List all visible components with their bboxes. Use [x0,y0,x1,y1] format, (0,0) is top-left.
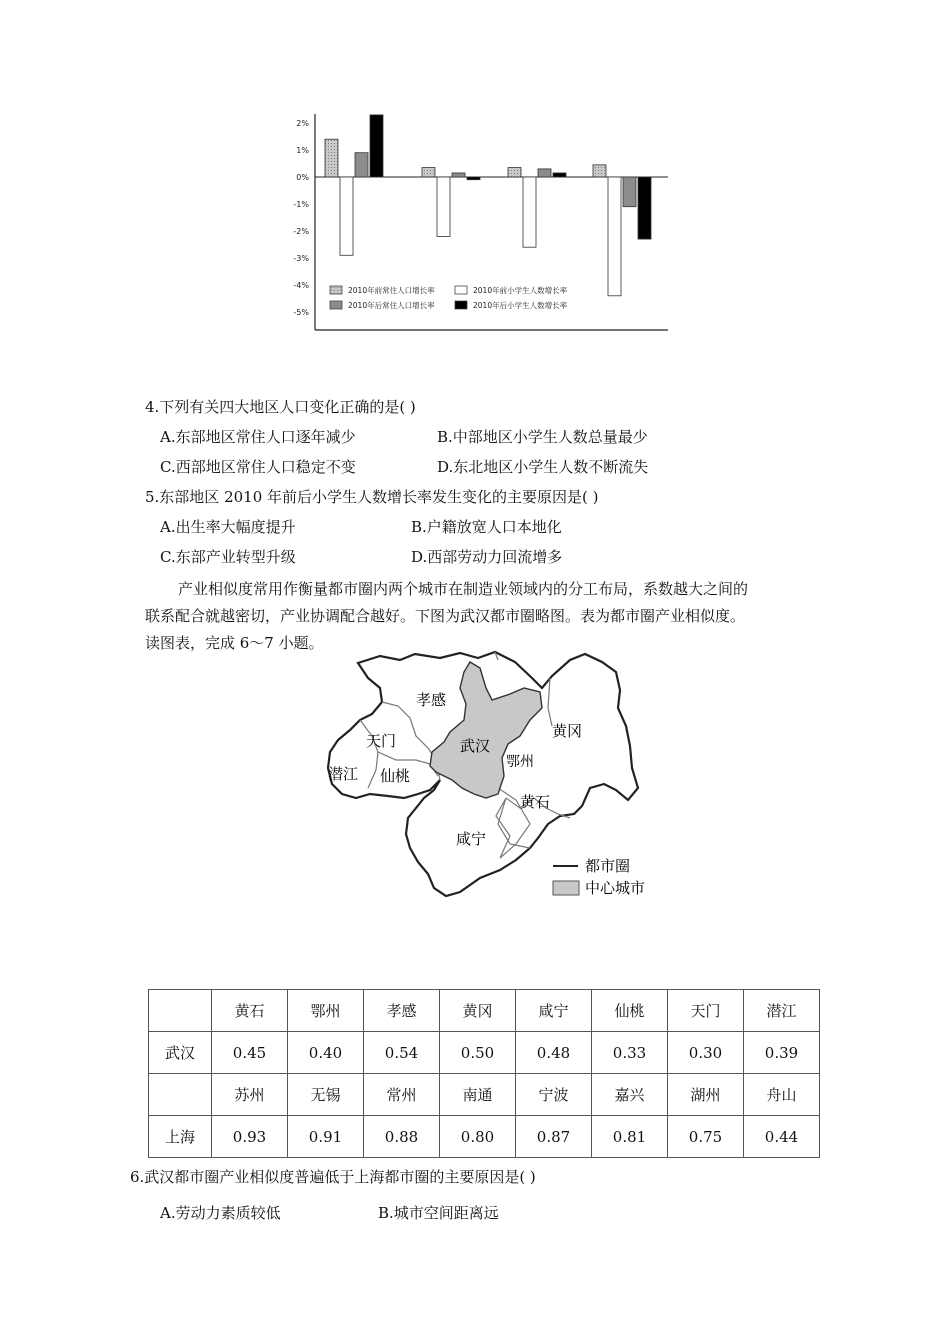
table-cell: 黄冈 [440,990,516,1032]
question-5-option-d: D.西部劳动力回流增多 [411,548,563,566]
chart-bar [553,173,566,177]
legend-swatch [330,301,342,309]
question-6-option-a: A.劳动力素质较低 [160,1204,281,1222]
table-cell: 仙桃 [592,990,668,1032]
map-label-xianning: 咸宁 [456,830,487,848]
table-cell: 嘉兴 [592,1074,668,1116]
intro-line-3: 读图表，完成 6～7 小题。 [145,634,324,652]
table-cell: 鄂州 [288,990,364,1032]
chart-bar [638,177,651,239]
y-tick-label: 1% [296,146,309,155]
table-row [149,1074,820,1116]
y-tick-label: -1% [293,200,309,209]
question-5-stem: 5.东部地区 2010 年前后小学生人数增长率发生变化的主要原因是( ) [145,488,599,506]
y-tick-label: 2% [296,119,309,128]
legend-swatch [455,286,467,294]
map-label-xiaogan: 孝感 [416,691,447,709]
table-cell: 苏州 [212,1074,288,1116]
chart-bar [508,168,521,177]
legend-label: 2010年前常住人口增长率 [348,286,435,295]
map-label-qianjiang: 潜江 [328,765,359,783]
map-label-tianmen: 天门 [366,732,397,750]
intro-line-1: 产业相似度常用作衡量都市圈内两个城市在制造业领域内的分工布局，系数越大之间的 [178,580,749,598]
map-label-huangshi: 黄石 [520,793,551,811]
table-cell: 0.30 [668,1032,744,1074]
question-4-option-c: C.西部地区常住人口稳定不变 [160,458,356,476]
industry-similarity-table [148,989,820,1158]
map-label-xiantao: 仙桃 [380,767,411,785]
table-cell: 0.91 [288,1116,364,1158]
table-cell: 0.80 [440,1116,516,1158]
y-tick-label: -4% [293,281,309,290]
legend-label: 2010年后小学生人数增长率 [473,301,568,310]
y-tick-label: 0% [296,173,309,182]
table-cell: 0.40 [288,1032,364,1074]
y-tick-label: -3% [293,254,309,263]
map-label-ezhou: 鄂州 [506,754,534,770]
chart-bar [340,177,353,255]
question-6-option-b: B.城市空间距离远 [378,1204,499,1222]
table-cell: 潜江 [744,990,820,1032]
chart-legend [330,285,568,310]
legend-swatch [455,301,467,309]
table-cell: 0.48 [516,1032,592,1074]
legend-center-swatch [553,881,579,895]
chart-bar [370,115,383,177]
map-canvas [320,648,660,903]
table-row-label: 上海 [149,1116,212,1158]
chart-bars [325,115,651,296]
y-tick-label: -5% [293,308,309,317]
question-4-stem: 4.下列有关四大地区人口变化正确的是( ) [145,398,416,416]
table-row [149,1116,820,1158]
table-cell: 0.33 [592,1032,668,1074]
table-cell: 无锡 [288,1074,364,1116]
table-row [149,990,820,1032]
table-cell: 0.87 [516,1116,592,1158]
table-cell: 咸宁 [516,990,592,1032]
chart-bar [623,177,636,207]
table-cell: 孝感 [364,990,440,1032]
table-cell: 常州 [364,1074,440,1116]
table-row-label: 武汉 [149,1032,212,1074]
chart-bar [467,177,480,180]
population-growth-chart [280,110,680,335]
table-cell: 天门 [668,990,744,1032]
table-cell: 0.93 [212,1116,288,1158]
legend-label: 2010年后常住人口增长率 [348,301,435,310]
table-cell: 0.50 [440,1032,516,1074]
wuhan-metro-map [320,648,660,903]
table-cell: 舟山 [744,1074,820,1116]
map-label-huanggang: 黄冈 [552,722,583,740]
table-cell: 0.75 [668,1116,744,1158]
table-cell: 湖州 [668,1074,744,1116]
chart-bar [452,173,465,177]
legend-center-label: 中心城市 [585,879,646,897]
legend-label: 2010年前小学生人数增长率 [473,286,568,295]
chart-canvas [280,110,680,335]
question-4-option-d: D.东北地区小学生人数不断流失 [437,458,649,476]
question-4-option-a: A.东部地区常住人口逐年减少 [160,428,356,446]
table-cell: 南通 [440,1074,516,1116]
table-cell [149,1074,212,1116]
question-4-option-b: B.中部地区小学生人数总量最少 [437,428,648,446]
table-row [149,1032,820,1074]
question-5-option-b: B.户籍放宽人口本地化 [411,518,562,536]
table-cell: 0.39 [744,1032,820,1074]
chart-bar [608,177,621,296]
chart-bar [593,165,606,177]
table-cell: 0.44 [744,1116,820,1158]
legend-swatch [330,286,342,294]
chart-bar [422,168,435,177]
map-label-wuhan: 武汉 [460,737,491,755]
chart-bar [437,177,450,236]
y-tick-label: -2% [293,227,309,236]
chart-bar [355,153,368,177]
chart-bar [523,177,536,247]
chart-bar [325,139,338,177]
table-cell: 黄石 [212,990,288,1032]
intro-line-2: 联系配合就越密切，产业协调配合越好。下图为武汉都市圈略图。表为都市圈产业相似度。 [145,607,746,625]
question-5-option-a: A.出生率大幅度提升 [160,518,296,536]
table-cell: 0.81 [592,1116,668,1158]
table-cell [149,990,212,1032]
question-5-option-c: C.东部产业转型升级 [160,548,296,566]
chart-bar [538,169,551,177]
table-cell: 0.88 [364,1116,440,1158]
legend-boundary-label: 都市圈 [585,857,631,875]
table-cell: 0.45 [212,1032,288,1074]
table-cell: 0.54 [364,1032,440,1074]
table-cell: 宁波 [516,1074,592,1116]
question-6-stem: 6.武汉都市圈产业相似度普遍低于上海都市圈的主要原因是( ) [130,1168,536,1186]
